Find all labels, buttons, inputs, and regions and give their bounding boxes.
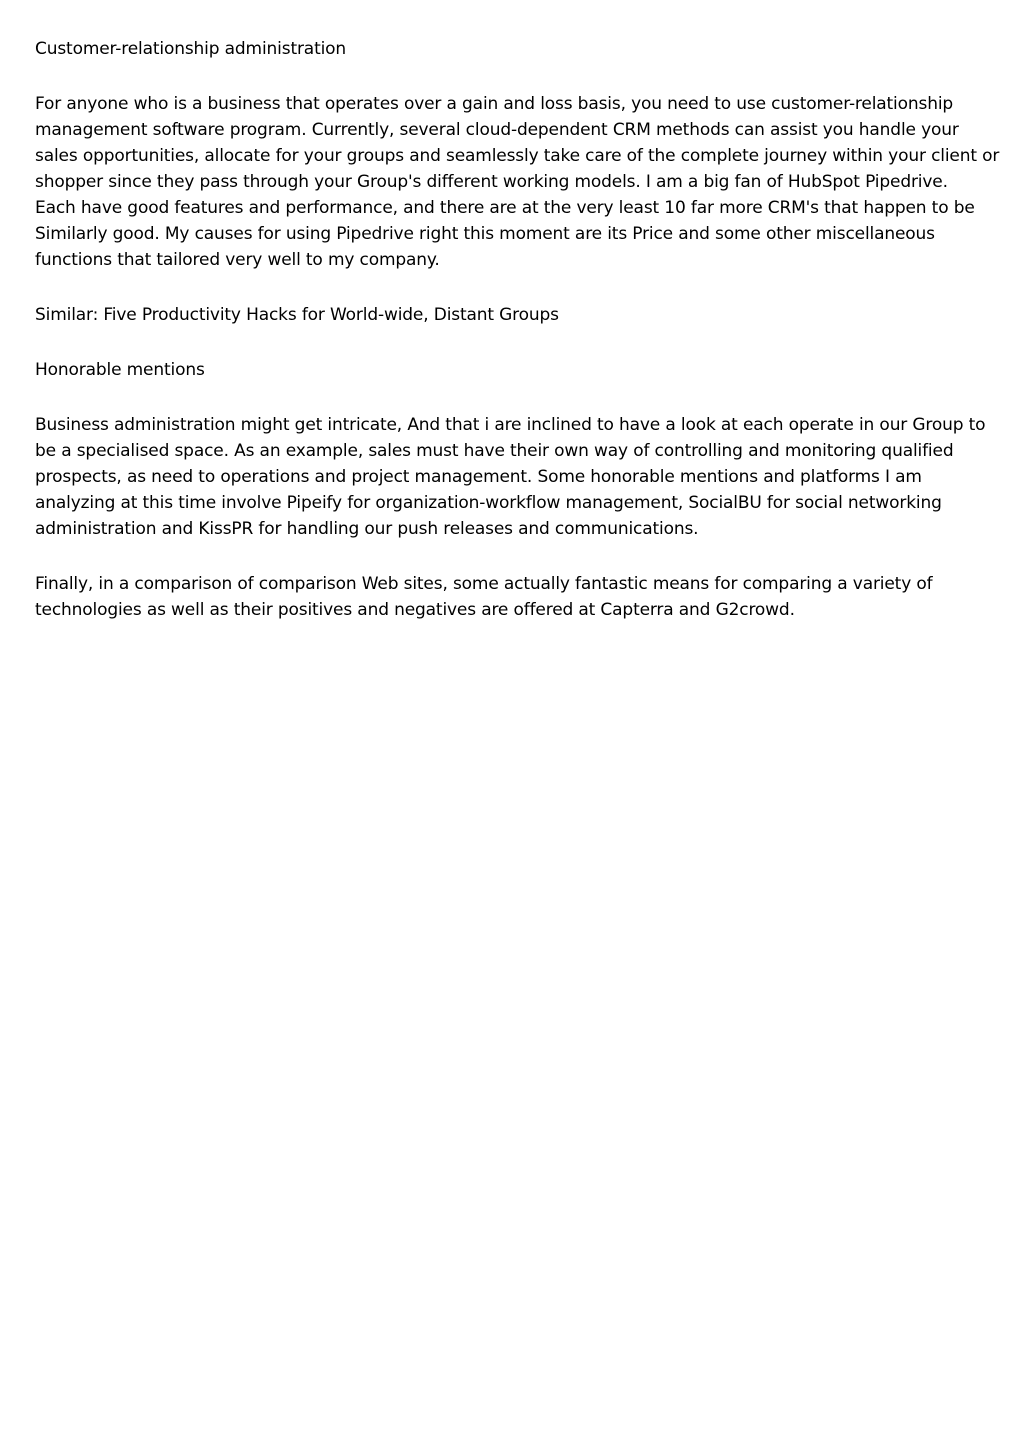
related-article-text: Similar: Five Productivity Hacks for World-wide, Distant Groups	[35, 305, 559, 325]
paragraph-crm	[35, 91, 1000, 273]
paragraph-line: sales opportunities, allocate for your groups and seamlessly take care of the complete journey within your client or	[35, 146, 1000, 166]
paragraph-line: Similarly good. My causes for using Pipedrive right this moment are its Price and some other miscellaneous	[35, 224, 935, 244]
paragraph-honorable	[35, 412, 997, 542]
heading-text: Honorable mentions	[35, 360, 205, 380]
paragraph-line: Finally, in a comparison of comparison Web sites, some actually fantastic means for comparing a variety of	[35, 574, 933, 594]
paragraph-line: administration and KissPR for handling our push releases and communications.	[35, 519, 699, 539]
paragraph-line: For anyone who is a business that operates over a gain and loss basis, you need to use customer-relationship	[35, 94, 954, 114]
paragraph-line: management software program. Currently, several cloud-dependent CRM methods can assist you handle your	[35, 120, 959, 140]
heading-text: Customer-relationship administration	[35, 39, 347, 59]
paragraph-final	[35, 571, 997, 623]
section-heading-crm	[35, 36, 997, 62]
paragraph-line: technologies as well as their positives and negatives are offered at Capterra and G2crowd.	[35, 600, 795, 620]
paragraph-line: analyzing at this time involve Pipeify for organization-workflow management, SocialBU for social networking	[35, 493, 942, 513]
paragraph-line: be a specialised space. As an example, sales must have their own way of controlling and monitoring qualified	[35, 441, 954, 461]
paragraph-line: Each have good features and performance, and there are at the very least 10 far more CRM's that happen to be	[35, 198, 975, 218]
paragraph-line: functions that tailored very well to my company.	[35, 250, 440, 270]
section-heading-honorable	[35, 357, 997, 383]
document-page	[35, 36, 1000, 652]
paragraph-line: prospects, as need to operations and project management. Some honorable mentions and platforms I am	[35, 467, 922, 487]
paragraph-line: Business administration might get intricate, And that i are inclined to have a look at each operate in our Group to	[35, 415, 986, 435]
paragraph-line: shopper since they pass through your Group's different working models. I am a big fan of HubSpot Pipedrive.	[35, 172, 948, 192]
related-article	[35, 302, 997, 328]
